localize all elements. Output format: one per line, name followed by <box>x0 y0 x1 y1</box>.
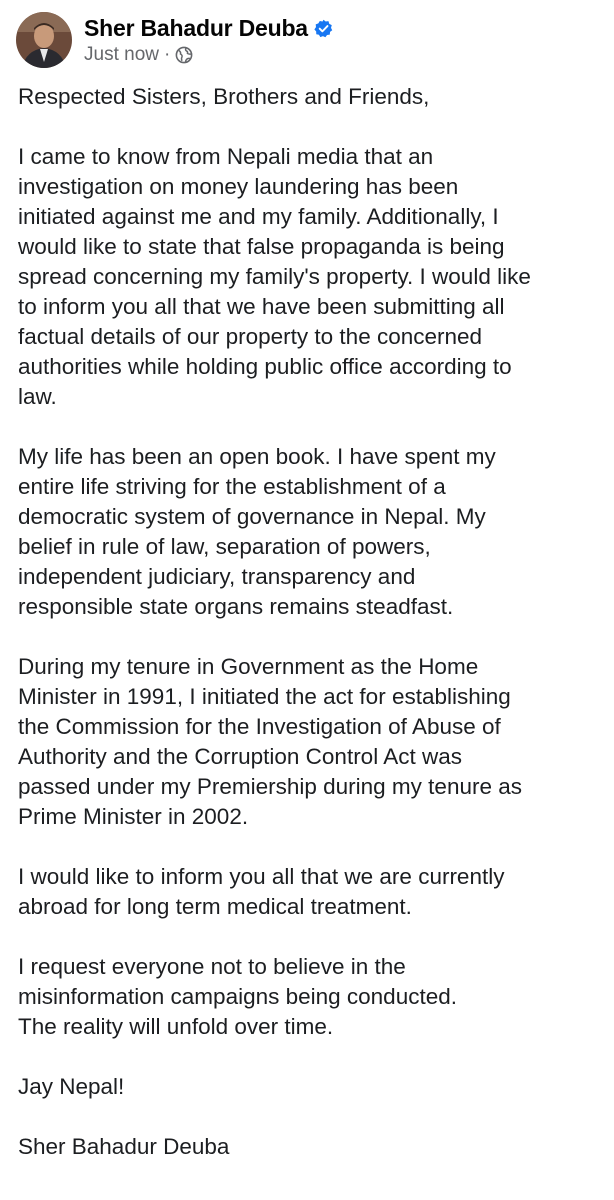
post-line: During my tenure in Government as the Home <box>18 654 479 679</box>
header-text <box>84 13 333 67</box>
post-line: entire life striving for the establishment of a <box>18 474 446 499</box>
post-paragraph-investigation <box>18 142 604 412</box>
meta-separator: · <box>163 44 171 65</box>
post-header <box>16 12 333 68</box>
post-body <box>18 82 604 1192</box>
globe-icon[interactable] <box>175 46 193 64</box>
post-line: I would like to inform you all that we are currently <box>18 864 505 889</box>
post-line: Sher Bahadur Deuba <box>18 1134 230 1159</box>
post-line: responsible state organs remains steadfast. <box>18 594 454 619</box>
post-line: I came to know from Nepali media that an <box>18 144 434 169</box>
post-line: spread concerning my family's property. I would like <box>18 264 531 289</box>
post-paragraph-open-book <box>18 442 604 622</box>
post-line: My life has been an open book. I have spent my <box>18 444 496 469</box>
avatar-photo-icon <box>16 12 72 68</box>
post-line: Jay Nepal! <box>18 1074 125 1099</box>
name-row <box>84 13 333 43</box>
post-line: Minister in 1991, I initiated the act for establishing <box>18 684 511 709</box>
post-line: Respected Sisters, Brothers and Friends, <box>18 84 430 109</box>
timestamp[interactable]: Just now <box>84 44 159 65</box>
avatar[interactable] <box>16 12 72 68</box>
post-line: belief in rule of law, separation of powers, <box>18 534 431 559</box>
post-line: to inform you all that we have been submitting all <box>18 294 505 319</box>
post-line: factual details of our property to the concerned <box>18 324 483 349</box>
post-line: Prime Minister in 2002. <box>18 804 249 829</box>
post-paragraph-greeting <box>18 82 604 112</box>
post-line: democratic system of governance in Nepal. My <box>18 504 486 529</box>
post-line: independent judiciary, transparency and <box>18 564 416 589</box>
post-line: authorities while holding public office according to <box>18 354 512 379</box>
post-paragraph-signature <box>18 1132 604 1162</box>
post-line: would like to state that false propaganda is being <box>18 234 505 259</box>
post-line: misinformation campaigns being conducted. <box>18 984 457 1009</box>
post-paragraph-tenure <box>18 652 604 832</box>
post-line: the Commission for the Investigation of Abuse of <box>18 714 501 739</box>
post-line: law. <box>18 384 57 409</box>
post-line: The reality will unfold over time. <box>18 1014 334 1039</box>
post-paragraph-request <box>18 952 604 1042</box>
post-paragraph-closing <box>18 1072 604 1102</box>
post-line: initiated against me and my family. Additionally, I <box>18 204 499 229</box>
post-line: investigation on money laundering has been <box>18 174 459 199</box>
author-name[interactable]: Sher Bahadur Deuba <box>84 14 308 41</box>
verified-badge-icon <box>314 19 333 38</box>
post-line: passed under my Premiership during my tenure as <box>18 774 522 799</box>
post-paragraph-abroad <box>18 862 604 922</box>
post-line: I request everyone not to believe in the <box>18 954 406 979</box>
post-line: abroad for long term medical treatment. <box>18 894 412 919</box>
post-line: Authority and the Corruption Control Act was <box>18 744 462 769</box>
post-meta <box>84 43 333 67</box>
